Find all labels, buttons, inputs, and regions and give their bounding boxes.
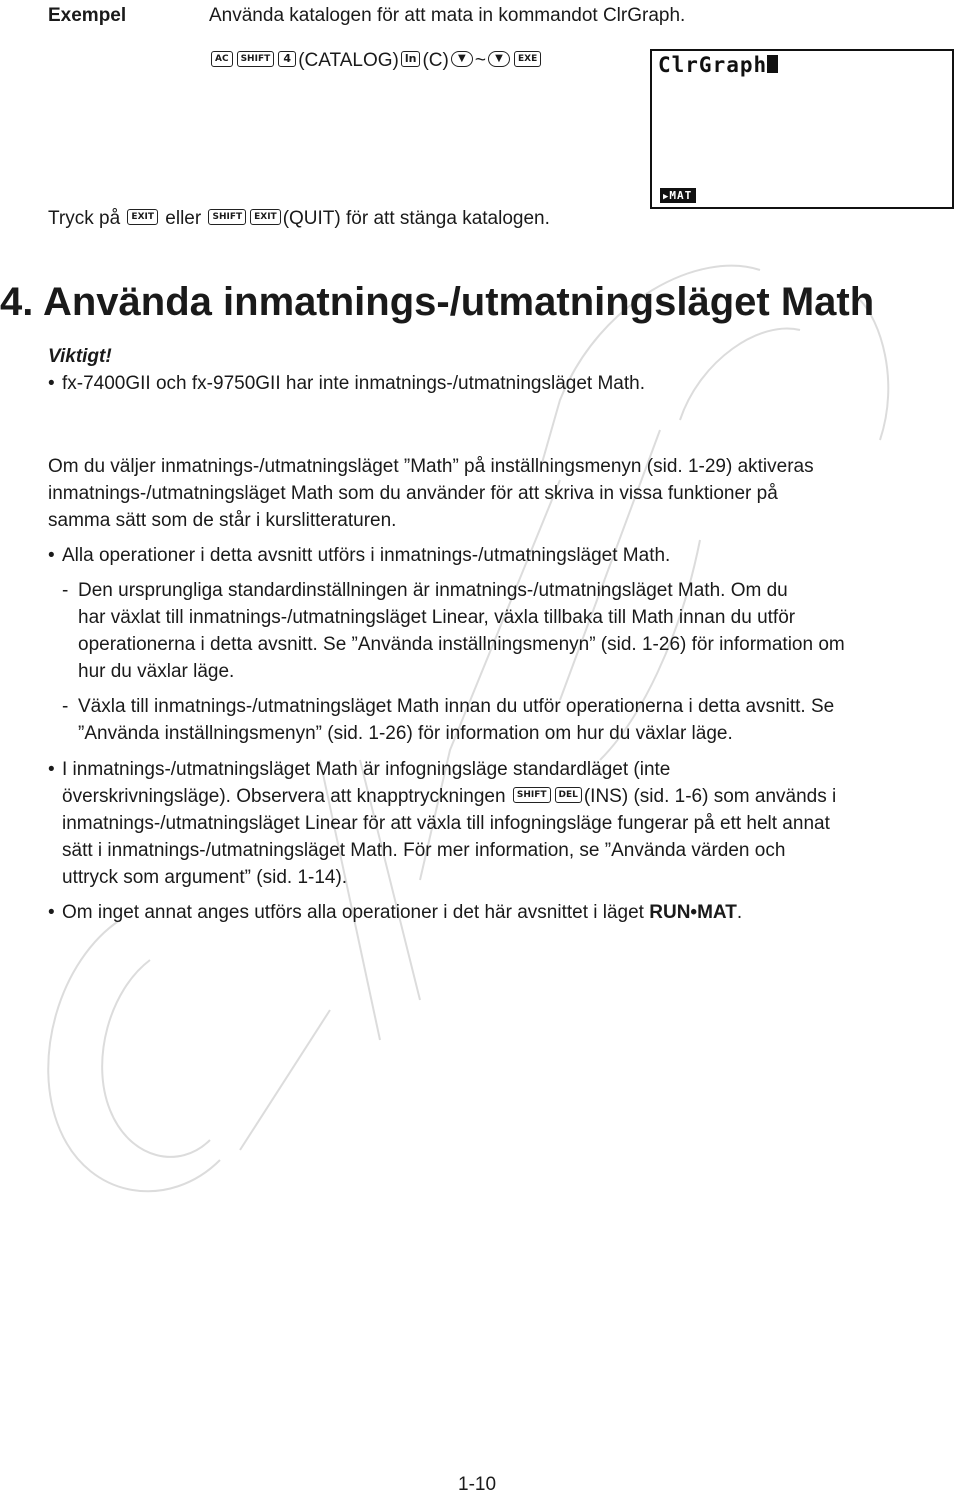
dash-item: - Växla till inmatnings-/utmatningsläget Math innan du utför operationerna i detta avsnitt. Se (62, 696, 835, 717)
shift-key-icon: SHIFT (513, 787, 551, 803)
exit-key-icon: EXIT (250, 209, 281, 225)
bullet-item: • I inmatnings-/utmatningsläget Math är infogningsläge standardläget (inte (48, 759, 671, 780)
catalog-label: (CATALOG) (298, 50, 399, 71)
dash-item-line: operationerna i detta avsnitt. Se ”Använda inställningsmenyn” (sid. 1-26) för information om (78, 634, 845, 655)
exit-key-icon: EXIT (127, 209, 158, 225)
down-arrow-key-icon: ▼ (451, 51, 473, 67)
bullet-item: • Alla operationer i detta avsnitt utförs i inmatnings-/utmatningsläget Math. (48, 545, 671, 566)
ac-key-icon: AC (211, 51, 233, 67)
dash-item-line: ”Använda inställningsmenyn” (sid. 1-26) för information om hur du växlar läge. (78, 723, 733, 744)
dash-item-line: hur du växlar läge. (78, 661, 235, 682)
tilde: ~ (474, 50, 486, 71)
screen-text: ClrGraph (658, 53, 778, 77)
important-bullet: • fx-7400GII och fx-9750GII har inte inmatnings-/utmatningsläget Math. (48, 373, 645, 394)
paragraph-line: Om du väljer inmatnings-/utmatningsläget ”Math” på inställningsmenyn (sid. 1-29) aktiveras (48, 456, 814, 477)
ln-key-icon: ln (401, 51, 421, 67)
exe-key-icon: EXE (514, 51, 541, 67)
down-arrow-key-icon: ▼ (488, 51, 510, 67)
shift-key-icon: SHIFT (237, 51, 275, 67)
shift-key-icon: SHIFT (208, 209, 246, 225)
bullet-item-line: överskrivningsläge). Observera att knapptryckningen SHIFT DEL (INS) (sid. 1-6) som används i (62, 786, 837, 807)
del-key-icon: DEL (555, 787, 582, 803)
section-title: 4. Använda inmatnings-/utmatningsläget Math (0, 280, 875, 324)
bullet-item: • Om inget annat anges utförs alla operationer i det här avsnittet i läget RUN•MAT. (48, 902, 743, 923)
bullet-item-line: uttryck som argument” (sid. 1-14). (62, 867, 348, 888)
dash-item-line: har växlat till inmatnings-/utmatningsläget Linear, växla tillbaka till Math innan du utför (78, 607, 796, 628)
c-label: (C) (422, 50, 449, 71)
cursor-block (767, 55, 778, 73)
page-number: 1-10 (458, 1474, 497, 1495)
screen-menu-label: ▶MAT (660, 188, 696, 203)
bullet-item-line: sätt i inmatnings-/utmatningsläget Math. För mer information, se ”Använda värden och (62, 840, 786, 861)
mode-run: RUN (649, 902, 691, 923)
mode-dot: • (690, 902, 698, 923)
mode-mat: MAT (697, 902, 737, 923)
important-label: Viktigt! (48, 346, 112, 367)
key-sequence (209, 47, 543, 74)
calculator-screen (650, 49, 954, 209)
paragraph-line: samma sätt som de står i kurslitteraturen. (48, 510, 397, 531)
paragraph-line: inmatnings-/utmatningsläget Math som du använder för att skriva in vissa funktioner på (48, 483, 778, 504)
four-key-icon: 4 (278, 51, 296, 67)
exit-instruction: Tryck på EXIT eller SHIFT EXIT (QUIT) för att stänga katalogen. (48, 208, 550, 229)
example-title: Använda katalogen för att mata in kommandot ClrGraph. (209, 5, 686, 26)
bullet-item-line: inmatnings-/utmatningsläget Linear för att växla till infogningsläge fungerar på ett helt annat (62, 813, 830, 834)
dash-item: - Den ursprungliga standardinställningen är inmatnings-/utmatningsläget Math. Om du (62, 580, 788, 601)
example-label: Exempel (48, 5, 127, 26)
